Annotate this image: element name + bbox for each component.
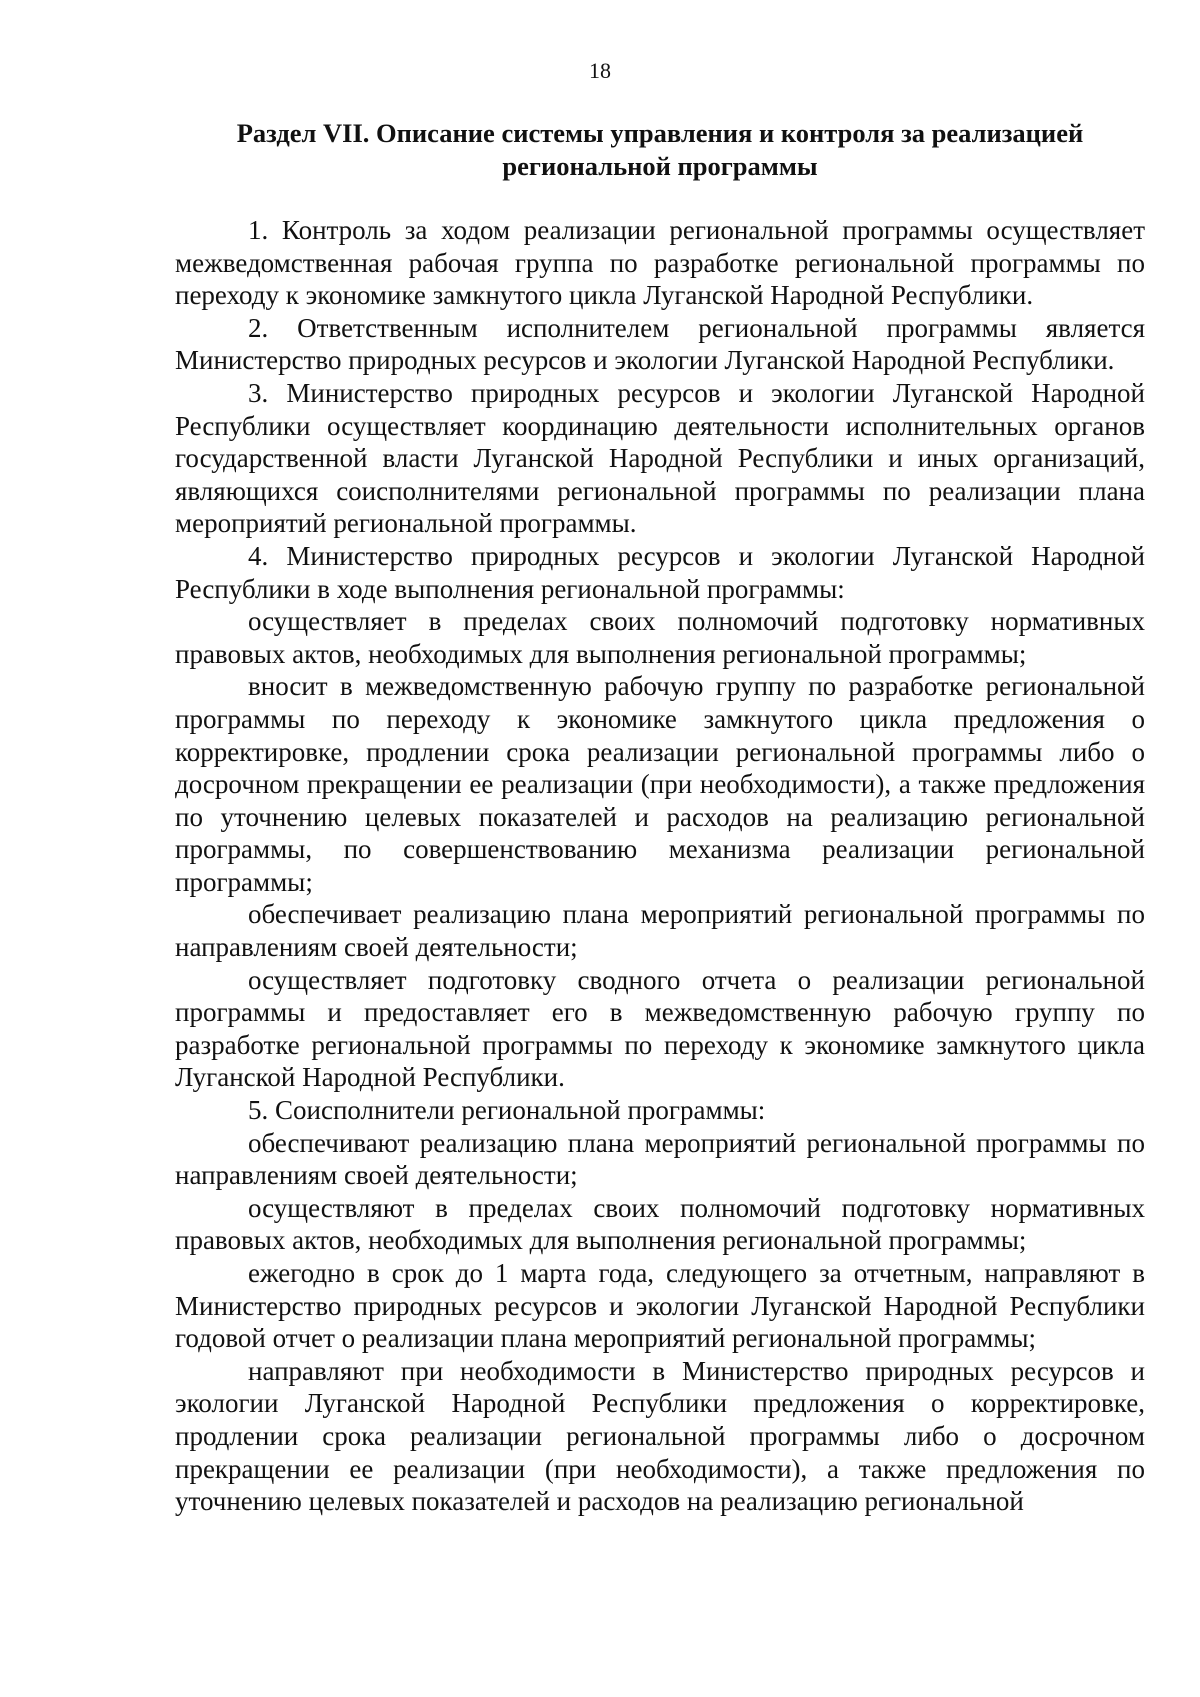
paragraph-4-item-legal-acts: осуществляет в пределах своих полномочий подготовку нормативных правовых актов, необходимых для выполнения региональной программы; (175, 606, 1145, 669)
section-heading-line-1: Раздел VII. Описание системы управления и контроля за реализацией (236, 118, 1084, 148)
paragraph-4-ministry-duties: 4. Министерство природных ресурсов и экологии Луганской Народной Республики в ходе выполнения региональной программы: (175, 540, 1145, 604)
paragraph-5-item-legal-acts: осуществляют в пределах своих полномочий подготовку нормативных правовых актов, необходимых для выполнения региональной программы; (175, 1192, 1145, 1256)
page-number: 18 (589, 58, 611, 83)
paragraph-2-responsible-executor: 2. Ответственным исполнителем региональной программы является Министерство природных ресурсов и экологии Луганской Народной Республики. (175, 312, 1145, 376)
paragraph-5-item-annual-report: ежегодно в срок до 1 марта года, следующего за отчетным, направляют в Министерство природных ресурсов и экологии Луганской Народной Республики годовой отчет о реализации плана мероприятий региональной программы; (175, 1258, 1145, 1354)
paragraph-1-control: 1. Контроль за ходом реализации региональной программы осуществляет межведомственная рабочая группа по разработке региональной программы по переходу к экономике замкнутого цикла Луганской Народной Республики. (175, 215, 1145, 311)
paragraph-3-coordination: 3. Министерство природных ресурсов и экологии Луганской Народной Республики осуществляет координацию деятельности исполнительных органов государственной власти Луганской Народной Республики и иных организаций, являющихся соисполнителями региональной программы по реализации плана мероприятий региональной программы. (175, 377, 1145, 539)
section-heading-line-2: региональной программы (502, 151, 818, 181)
paragraph-5-co-executors: 5. Соисполнители региональной программы: (248, 1095, 766, 1126)
section-heading (175, 117, 1145, 183)
paragraph-4-item-plan-implementation: обеспечивает реализацию плана мероприятий региональной программы по направлениям своей деятельности; (175, 899, 1145, 963)
paragraph-4-item-proposals: вносит в межведомственную рабочую группу по разработке региональной программы по переходу к экономике замкнутого цикла предложения о корректировке, продлении срока реализации региональной программы либо о досрочном прекращении ее реализации (при необходимости), а также предложения по уточнению целевых показателей и расходов на реализацию региональной программы, по совершенствованию механизма реализации региональной программы; (175, 671, 1145, 897)
paragraph-5-item-proposals: направляют при необходимости в Министерство природных ресурсов и экологии Луганской Народной Республики предложения о корректировке, продлении срока реализации региональной программы либо о досрочном прекращении ее реализации (при необходимости), а также предложения по уточнению целевых показателей и расходов на реализацию региональной (175, 1355, 1145, 1517)
body-text (175, 214, 1145, 1518)
paragraph-5-item-plan-implementation: обеспечивают реализацию плана мероприятий региональной программы по направлениям своей деятельности; (175, 1127, 1145, 1191)
paragraph-4-item-summary-report: осуществляет подготовку сводного отчета о реализации региональной программы и предоставляет его в межведомственную рабочую группу по разработке региональной программы по переходу к экономике замкнутого цикла Луганской Народной Республики. (175, 964, 1145, 1093)
